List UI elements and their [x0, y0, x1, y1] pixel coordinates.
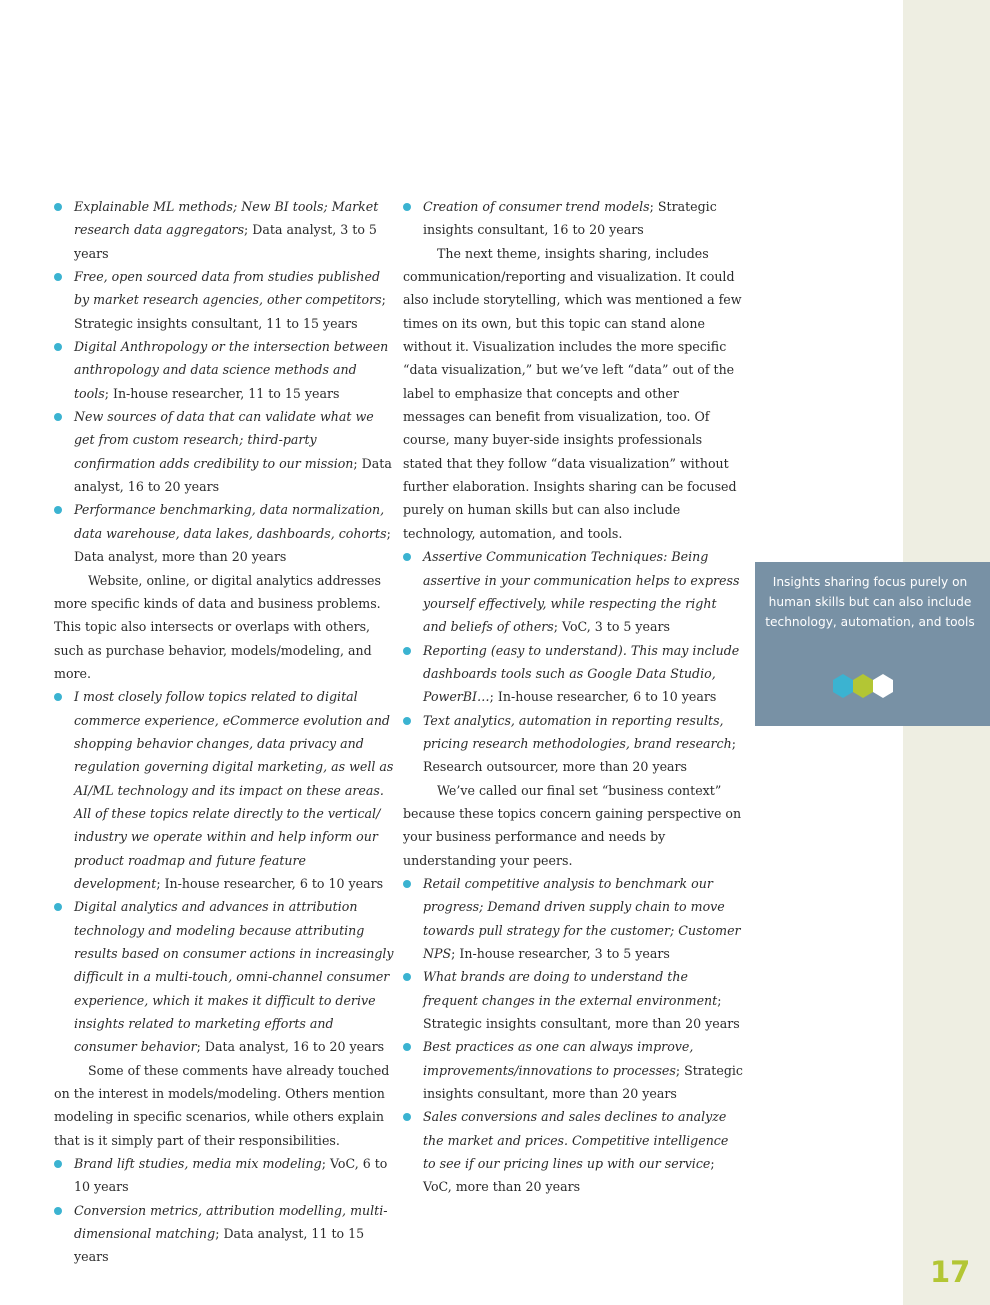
list-item: Digital analytics and advances in attribution technology and modeling because attributing results based on consumer actions in increasingly difficult in a multi-touch, omni-channel consumer experience, which it makes it difficult to derive insights related to marketing efforts and consumer behavior; Data analyst, 16 to 20 years [54, 895, 394, 1058]
list-item: I most closely follow topics related to digital commerce experience, eCommerce evolution and shopping behavior changes, data privacy and regulation governing digital marketing, as well as AI/ML technology and its impact on these areas. All of these topics relate directly to the vertical/ industry we operate within and help inform our product roadmap and future feature development; In-house researcher, 6 to 10 years [54, 685, 394, 895]
list-item: Retail competitive analysis to benchmark our progress; Demand driven supply chain to move towards pull strategy for the customer; Customer NPS; In-house researcher, 3 to 5 years [403, 872, 743, 965]
list-item: Performance benchmarking, data normalization, data warehouse, data lakes, dashboards, cohorts; Data analyst, more than 20 years [54, 498, 394, 568]
body-paragraph: The next theme, insights sharing, includes communication/reporting and visualization. It could also include storytelling, which was mentioned a few times on its own, but this topic can stand alone without it. Visualization includes the more specific “data visualization,” but we’ve left “data” out of the label to emphasize that concepts and other messages can benefit from visualization, too. Of course, many buyer-side insights professionals stated that they follow “data visualization” without further elaboration. Insights sharing can be focused purely on human skills but can also include technology, automation, and tools. [403, 245, 742, 541]
list-item: New sources of data that can validate what we get from custom research; third-party confirmation adds credibility to our mission; Data analyst, 16 to 20 years [54, 405, 394, 498]
hexagon-green-icon [853, 674, 873, 698]
pull-quote-text: Insights sharing focus purely on human skills but can also include technology, automation, and tools [765, 575, 975, 629]
body-paragraph: We’ve called our final set “business context” because these topics concern gaining perspective on your business performance and needs by understanding your peers. [403, 782, 742, 868]
hexagon-cluster-icon [831, 672, 911, 702]
body-paragraph: Website, online, or digital analytics addresses more specific kinds of data and business problems. This topic also intersects or overlaps with others, such as purchase behavior, models/modeling, and more. [54, 572, 381, 681]
list-item: Best practices as one can always improve, improvements/innovations to processes; Strategic insights consultant, more than 20 years [403, 1035, 743, 1105]
list-item: Reporting (easy to understand). This may include dashboards tools such as Google Data Studio, PowerBI…; In-house researcher, 6 to 10 years [403, 639, 743, 709]
list-item: What brands are doing to understand the frequent changes in the external environment; Strategic insights consultant, more than 20 years [403, 965, 743, 1035]
hexagon-blue-icon [833, 674, 853, 698]
list-item: Sales conversions and sales declines to analyze the market and prices. Competitive intelligence to see if our pricing lines up with our service; VoC, more than 20 years [403, 1105, 743, 1198]
right-column [403, 195, 743, 1199]
pull-quote-box [755, 562, 990, 726]
page-number: 17 [930, 1255, 971, 1289]
list-item: Explainable ML methods; New BI tools; Market research data aggregators; Data analyst, 3 to 5 years [54, 195, 394, 265]
list-item: Brand lift studies, media mix modeling; VoC, 6 to 10 years [54, 1152, 394, 1199]
list-item: Digital Anthropology or the intersection between anthropology and data science methods and tools; In-house researcher, 11 to 15 years [54, 335, 394, 405]
list-item: Text analytics, automation in reporting results, pricing research methodologies, brand research; Research outsourcer, more than 20 years [403, 709, 743, 779]
left-column [54, 195, 394, 1269]
list-item: Conversion metrics, attribution modelling, multi-dimensional matching; Data analyst, 11 to 15 years [54, 1199, 394, 1269]
list-item: Free, open sourced data from studies published by market research agencies, other competitors; Strategic insights consultant, 11 to 15 years [54, 265, 394, 335]
body-paragraph: Some of these comments have already touched on the interest in models/modeling. Others mention modeling in specific scenarios, while others explain that is it simply part of their responsibilities. [54, 1062, 390, 1148]
hexagon-white-icon [873, 674, 893, 698]
list-item: Assertive Communication Techniques: Being assertive in your communication helps to express yourself effectively, while respecting the right and beliefs of others; VoC, 3 to 5 years [403, 545, 743, 638]
list-item: Creation of consumer trend models; Strategic insights consultant, 16 to 20 years [403, 195, 743, 242]
